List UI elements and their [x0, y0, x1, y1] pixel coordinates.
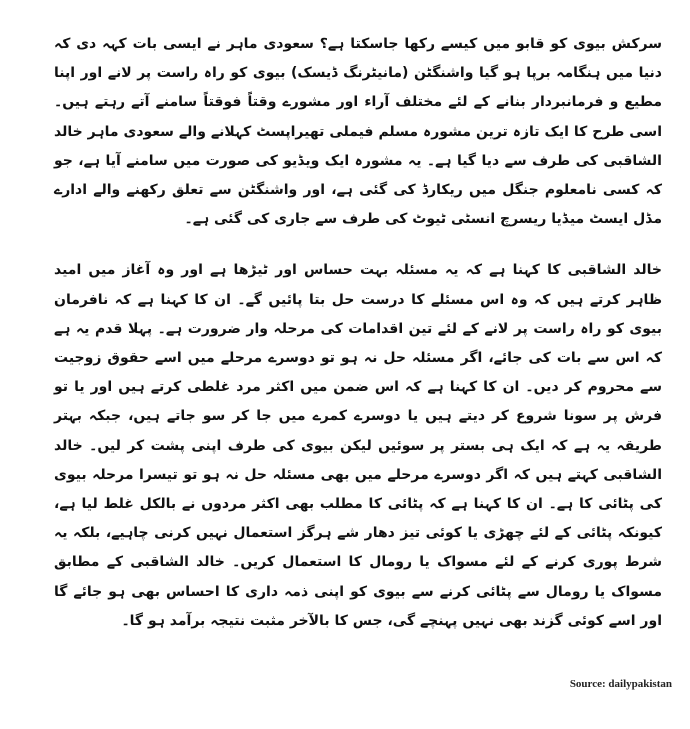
article-paragraph-2: خالد الشاقبی کا کہنا ہے کہ یہ مسئلہ بہت حساس اور ٹیڑھا ہے اور وہ آغاز میں امید ظاہر کرتے ہیں کہ وہ اس مسئلے کا درست حل بتا پائیں گے۔ ان کا کہنا ہے کہ نافرمان بیوی کو راہ راست پر لانے کے لئے تین اقدامات کی مرحلہ وار ضرورت ہے۔ پہلا قدم یہ ہے کہ اس سے بات کی جائے، اگر مسئلہ حل نہ ہو تو دوسرے مرحلے میں اسے حقوق زوجیت سے محروم کر دیں۔ ان کا کہنا ہے کہ اس ضمن میں اکثر مرد غلطی کرتے ہیں اور یا تو فرش پر سونا شروع کر دیتے ہیں یا دوسرے کمرے میں جا کر سو جاتے ہیں، جبکہ بہتر طریقہ یہ ہے کہ ایک ہی بستر پر سوئیں لیکن بیوی کی طرف اپنی پشت کر لیں۔ خالد الشاقبی کہتے ہیں کہ اگر دوسرے مرحلے میں بھی مسئلہ حل نہ ہو تو تیسرا مرحلہ بیوی کی پٹائی کا ہے۔ ان کا کہنا ہے کہ پٹائی کا مطلب بھی اکثر مردوں نے بالکل غلط لیا ہے، کیونکہ پٹائی کے لئے چھڑی یا کوئی تیز دھار شے ہرگز استعمال نہیں کرنی چاہیے، بلکہ یہ شرط پوری کرنے کے لئے مسواک یا رومال کا استعمال کریں۔ خالد الشاقبی کے مطابق مسواک یا رومال سے پٹائی کرنے سے بیوی کو اپنی ذمہ داری کا احساس بھی ہو جائے گا اور اسے کوئی گزند بھی نہیں پہنچے گی، جس کا بالآخر مثبت نتیجہ برآمد ہو گا۔ [54, 262, 662, 629]
article-body [54, 30, 662, 636]
article-paragraph-1: سرکش بیوی کو قابو میں کیسے رکھا جاسکتا ہے؟ سعودی ماہر نے ایسی بات کہہ دی کہ دنیا میں ہنگامہ برپا ہو گیا واشنگٹن (مانیٹرنگ ڈیسک) بیوی کو راہ راست پر لانے اور اپنا مطیع و فرمانبردار بنانے کے لئے مختلف آراء اور مشورے وقتاً فوقتاً سامنے آتے رہتے ہیں۔ اسی طرح کا ایک تازہ ترین مشورہ مسلم فیملی تھیراپسٹ کہلانے والے سعودی ماہر خالد الشاقبی کی طرف سے دیا گیا ہے۔ یہ مشورہ ایک ویڈیو کی صورت میں سامنے آیا ہے، جو کہ کسی نامعلوم جنگل میں ریکارڈ کی گئی ہے، اور واشنگٹن سے تعلق رکھنے والے ادارے مڈل ایسٹ میڈیا ریسرچ انسٹی ٹیوٹ کی طرف سے جاری کی گئی ہے۔ [54, 36, 662, 228]
source-credit: Source: dailypakistan [569, 678, 672, 690]
